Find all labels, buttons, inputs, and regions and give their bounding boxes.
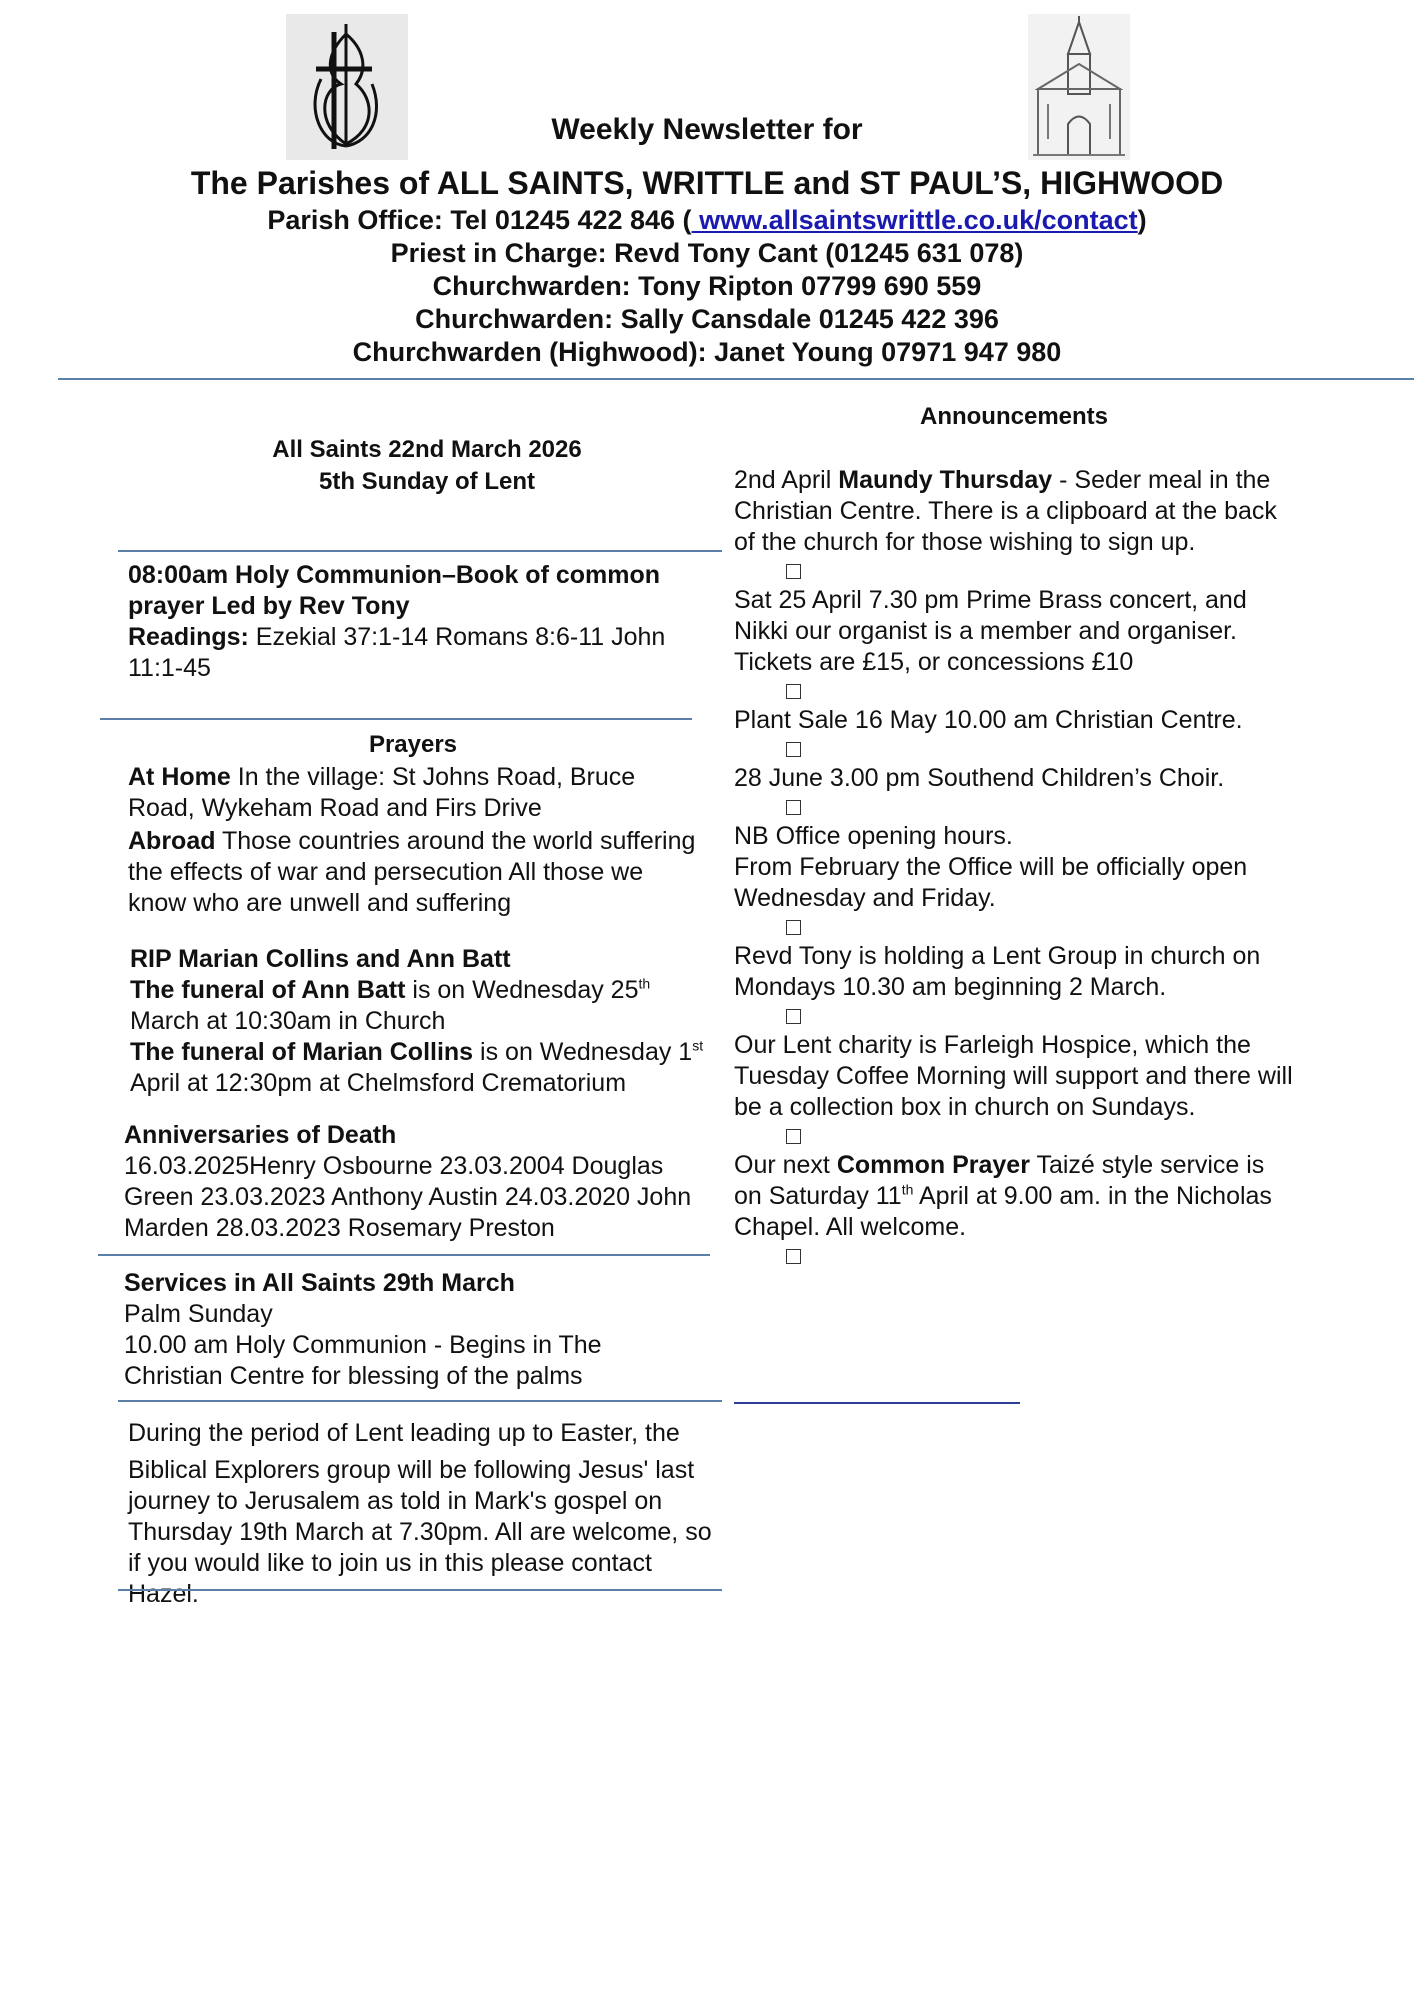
service-date — [118, 434, 736, 498]
announcement-lent-charity: Our Lent charity is Farleigh Hospice, which the Tuesday Coffee Morning will support and there will be a collection box in church on Sundays. — [734, 1031, 1293, 1121]
anniversaries-text: 16.03.2025Henry Osbourne 23.03.2004 Douglas Green 23.03.2023 Anthony Austin 24.03.2020 John Marden 28.03.2023 Rosemary Preston — [124, 1152, 692, 1242]
lent-rest: Biblical Explorers group will be following Jesus' last journey to Jerusalem as told in Mark's gospel on Thursday 19th March at 7.30pm. All are welcome, so if you would like to join us in this please contact Hazel. — [128, 1456, 712, 1608]
communion-block — [128, 560, 716, 684]
rip-block — [130, 944, 710, 1099]
parish-office-text: Parish Office: Tel 01245 422 846 ( — [267, 205, 692, 235]
announcement-prime-brass — [734, 585, 1294, 678]
anniversaries-heading: Anniversaries of Death — [124, 1121, 397, 1149]
at-home-text: In the village: St Johns Road, Bruce Road, Wykeham Road and Firs Drive — [128, 763, 636, 822]
checkbox-icon — [786, 1249, 801, 1264]
contact-link[interactable]: www.allsaintswrittle.co.uk/contact — [691, 205, 1138, 235]
checkbox-icon — [786, 564, 801, 579]
anniversaries-block — [124, 1120, 694, 1244]
funeral1-sup: th — [638, 975, 651, 992]
a8-mid: Taizé style service is on Saturday 11 — [734, 1151, 1265, 1210]
funeral-marian-collins — [130, 1037, 710, 1099]
lent-line1: During the period of Lent leading up to Easter, the — [128, 1419, 680, 1447]
at-home-label: At Home — [128, 763, 231, 791]
announcements-list — [734, 465, 1294, 1270]
readings-text: Ezekial 37:1-14 Romans 8:6-11 John 11:1-45 — [128, 623, 666, 682]
parish-office-close: ) — [1137, 205, 1147, 235]
announcement-maundy-thursday — [734, 465, 1294, 558]
a5-line1: NB Office opening hours. — [734, 822, 1013, 850]
readings — [128, 622, 716, 684]
services-block — [124, 1268, 704, 1392]
funeral2-sup: st — [692, 1037, 704, 1054]
services-heading: Services in All Saints 29th March — [124, 1269, 515, 1297]
checkbox-icon — [786, 800, 801, 815]
divider-4 — [118, 1400, 722, 1402]
services-line2: 10.00 am Holy Communion - Begins in The Christian Centre for blessing of the palms — [124, 1331, 602, 1390]
parishes-title: The Parishes of ALL SAINTS, WRITTLE and ST PAUL’S, HIGHWOOD — [190, 165, 1224, 201]
checkbox-icon — [786, 742, 801, 757]
a1-post: - Seder meal in the Christian Centre. There is a clipboard at the back of the church for those wishing to sign up. — [734, 466, 1277, 556]
divider-5 — [118, 1589, 722, 1591]
a5-line2: From February the Office will be officially open Wednesday and Friday. — [734, 853, 1248, 912]
header-divider — [58, 378, 1414, 380]
abroad-label: Abroad — [128, 827, 216, 855]
checkbox-icon — [786, 1129, 801, 1144]
prayers-abroad — [128, 826, 698, 919]
prayers-at-home — [128, 762, 698, 824]
funeral1-label: The funeral of Ann Batt — [130, 976, 406, 1004]
readings-label: Readings: — [128, 623, 249, 651]
a2-line2: Tickets are £15, or concessions £10 — [734, 648, 1134, 676]
funeral2-label: The funeral of Marian Collins — [130, 1038, 474, 1066]
funeral1-text-a: is on Wednesday 25 — [405, 976, 639, 1004]
a2-line1: Sat 25 April 7.30 pm Prime Brass concert, and Nikki our organist is a member and organiser. — [734, 586, 1247, 645]
parish-office-line — [0, 202, 1414, 238]
checkbox-icon — [786, 684, 801, 699]
a8-pre: Our next — [734, 1151, 837, 1179]
churchwarden-2: Churchwarden: Sally Cansdale 01245 422 396 — [415, 304, 999, 334]
funeral1-text-b: March at 10:30am in Church — [130, 1007, 446, 1035]
sunday-line: 5th Sunday of Lent — [319, 468, 535, 495]
a1-pre: 2nd April — [734, 466, 839, 494]
newsletter-title: Weekly Newsletter for — [551, 113, 863, 146]
announcements-heading: Announcements — [919, 403, 1108, 430]
priest-line: Priest in Charge: Revd Tony Cant (01245 631 078) — [390, 238, 1024, 268]
a1-bold: Maundy Thursday — [838, 466, 1053, 494]
divider-3 — [98, 1254, 710, 1256]
divider-2 — [100, 718, 692, 720]
rip-heading: RIP Marian Collins and Ann Batt — [130, 945, 511, 973]
announcement-choir: 28 June 3.00 pm Southend Children’s Choir. — [734, 764, 1225, 792]
a8-post: April at 9.00 am. in the Nicholas Chapel. All welcome. — [734, 1182, 1272, 1241]
announcement-lent-group: Revd Tony is holding a Lent Group in church on Mondays 10.30 am beginning 2 March. — [734, 942, 1261, 1001]
a8-sup: th — [901, 1181, 914, 1198]
funeral-ann-batt — [130, 975, 710, 1037]
checkbox-icon — [786, 920, 801, 935]
churchwarden-3: Churchwarden (Highwood): Janet Young 07971 947 980 — [352, 337, 1062, 367]
announcement-plant-sale: Plant Sale 16 May 10.00 am Christian Centre. — [734, 706, 1243, 734]
prayers-block — [128, 728, 698, 919]
funeral2-text-b: April at 12:30pm at Chelmsford Crematorium — [130, 1069, 627, 1097]
abroad-text: Those countries around the world suffering the effects of war and persecution All those we know who are unwell and suffering — [128, 827, 696, 917]
funeral2-text-a: is on Wednesday 1 — [473, 1038, 693, 1066]
announcements-end-rule — [734, 1402, 1020, 1404]
a8-bold: Common Prayer — [836, 1151, 1030, 1179]
churchwarden-1: Churchwarden: Tony Ripton 07799 690 559 — [432, 271, 982, 301]
date-line: All Saints 22nd March 2026 — [272, 436, 582, 463]
divider-1 — [118, 550, 722, 552]
announcement-common-prayer — [734, 1150, 1294, 1243]
checkbox-icon — [786, 1009, 801, 1024]
services-line1: Palm Sunday — [124, 1300, 273, 1328]
announcement-office-hours — [734, 821, 1294, 914]
prayers-heading: Prayers — [368, 731, 458, 758]
lent-block — [128, 1418, 716, 1610]
communion-heading: 08:00am Holy Communion–Book of common prayer Led by Rev Tony — [128, 561, 661, 620]
